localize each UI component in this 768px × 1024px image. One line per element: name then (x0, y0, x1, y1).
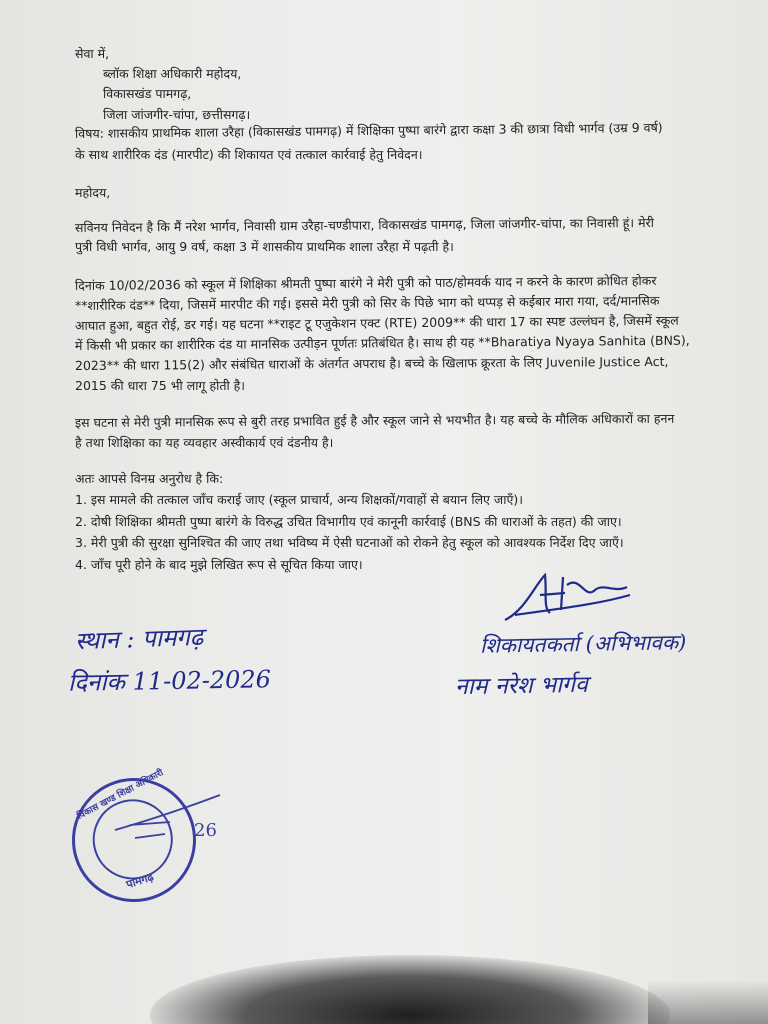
address-line-3: जिला जांजगीर-चांपा, छत्तीसगढ़। (103, 107, 251, 122)
para2-line-6: 2015 की धारा 75 भी लागू होती है। (75, 378, 246, 393)
corner-shade (648, 980, 768, 1024)
request-item: 1. इस मामले की तत्काल जाँच कराई जाए (स्कूल प्राचार्य, अन्य शिक्षकों/गवाहों से बयान लिए जाएँ)। (75, 492, 523, 507)
request-item: 2. दोषी शिक्षिका श्रीमती पुष्पा बारंगे के विरुद्ध उचित विभागीय एवं कानूनी कार्रवाई (BNS की धाराओं के तहत) की जाए। (75, 514, 622, 529)
para2-line-4: में किसी भी प्रकार का शारीरिक दंड या मानसिक उत्पीड़न पूर्णतः प्रतिबंधित है। साथ ही यह **Bharatiya Nyaya Sanhita (BNS), (74, 332, 690, 353)
request-item: 3. मेरी पुत्री की सुरक्षा सुनिश्चित की जाए तथा भविष्य में ऐसी घटनाओं को रोकने हेतु स्कूल को आवश्यक निर्देश दिए जाएँ। (75, 535, 624, 550)
seal-bottom-text: पामगढ़ (124, 870, 156, 892)
para3-line-2: है तथा शिक्षिका का यह व्यवहार अस्वीकार्य एवं दंडनीय है। (75, 435, 334, 450)
signature (495, 565, 635, 625)
subject-line-2: के साथ शारीरिक दंड (मारपीट) की शिकायत एवं तत्काल कार्रवाई हेतु निवेदन। (75, 147, 423, 162)
para2-line-1: दिनांक 10/02/2036 को स्कूल में शिक्षिका श्रीमती पुष्पा बारंगे ने मेरी पुत्री को पाठ/होमवर्क याद न करने के कारण क्रोधित होकर (74, 272, 657, 293)
handwritten-date: दिनांक 11-02-2026 (67, 665, 272, 697)
address-to: सेवा में, (75, 46, 110, 61)
para2-line-3: आघात हुआ, बहुत रोई, डर गई। यह घटना **राइट टू एजुकेशन एक्ट (RTE) 2009** की धारा 17 का स्पष्ट उल्लंघन है, जिसमें स्कूल (74, 312, 679, 333)
seal-ring-text: विकास खण्ड शिक्षा अधिकारी (75, 768, 166, 822)
para3-line-1: इस घटना से मेरी पुत्री मानसिक रूप से बुरी तरह प्रभावित हुई है और स्कूल जाने से भयभीत है। यह बच्चे के मौलिक अधिकारों का हनन (74, 410, 675, 430)
handwritten-place: स्थान : पामगढ़ (74, 622, 204, 656)
subject-line-1: विषय: शासकीय प्राथमिक शाला उरैहा (विकासखंड पामगढ़) में शिक्षिका पुष्पा बारंगे द्वारा कक्षा 3 की छात्रा विधी भार्गव (उम्र 9 वर्ष) (74, 119, 663, 141)
salutation: महोदय, (75, 185, 111, 200)
request-item: 4. जाँच पूरी होने के बाद मुझे लिखित रूप से सूचित किया जाए। (75, 557, 363, 572)
para2-line-5: 2023** की धारा 115(2) और संबंधित धाराओं के अंतर्गत अपराध है। बच्चे के खिलाफ क्रूरता के लिए Juvenile Justice Act, (74, 353, 669, 373)
address-line-1: ब्लॉक शिक्षा अधिकारी महोदय, (103, 66, 242, 81)
request-intro: अतः आपसे विनम्र अनुरोध है कि: (75, 471, 224, 486)
seal-date-mark: 26 (194, 820, 217, 841)
para2-line-2: **शारीरिक दंड** दिया, जिसमें मारपीट की गई। इससे मेरी पुत्री को सिर के पिछे भाग को थप्पड़ से कईबार मारा गया, दर्द/मानसिक (74, 292, 660, 313)
para1-line-2: पुत्री विधी भार्गव, आयु 9 वर्ष, कक्षा 3 में शासकीय प्राथमिक शाला उरैहा में पढ़ती है। (75, 239, 454, 254)
handwritten-name: नाम नरेश भार्गव (454, 671, 589, 701)
para1-line-1: सविनय निवेदन है कि मैं नरेश भार्गव, निवासी ग्राम उरैहा-चण्डीपारा, विकासखंड पामगढ़, जिला जांजगीर-चांपा, का निवासी हूं। मेरी (74, 214, 654, 235)
handwritten-complainant: शिकायतकर्ता (अभिभावक) (479, 630, 687, 658)
address-line-2: विकासखंड पामगढ़, (103, 86, 192, 101)
